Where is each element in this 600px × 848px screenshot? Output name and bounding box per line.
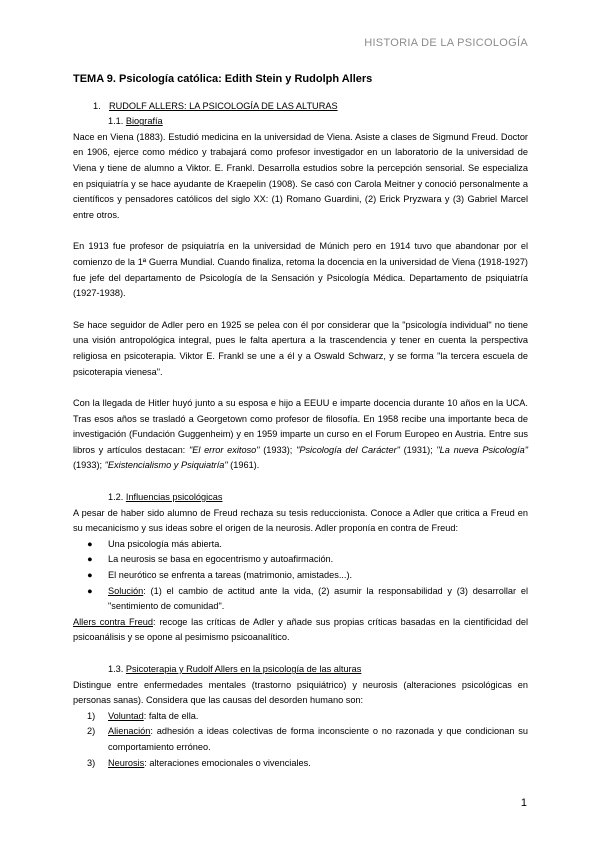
list-item-text: La neurosis se basa en egocentrismo y autoafirmación. — [108, 554, 334, 565]
paragraph-biography-3: Se hace seguidor de Adler pero en 1925 se pelea con él por considerar que la "psicología individual" no tiene una visión antropológica integral, pues le falta apertura a la trascendencia y tener en cuenta la perspectiva religiosa en psicoterapia. Viktor E. Frankl se une a él y a Oswald Schwarz, y se forma "la tercera escuela de psicoterapia vienesa". — [73, 319, 528, 377]
inline-label: Allers contra Freud — [73, 616, 154, 627]
list-item-label: Solución — [108, 585, 144, 596]
paragraph-allers-vs-freud — [73, 615, 528, 646]
book-title: "Psicología del Carácter" — [296, 444, 400, 455]
list-item-label: Neurosis — [108, 757, 145, 768]
list-item-label: Voluntad — [108, 710, 144, 721]
subsection-label: Influencias psicológicas — [125, 492, 223, 503]
paragraph-influences: A pesar de haber sido alumno de Freud rechaza su tesis reduccionista. Conoce a Adler que critica a Freud en su mecanicismo y sus ideas sobre el origen de la neurosis. Adler proponía en contra de Freud: — [73, 507, 528, 534]
text-run: Con la llegada de Hitler huyó junto a su esposa e hijo a EEUU e imparte docencia durante 10 años en la UCA. Tras esos años se trasladó a Georgetown como profesor de filosofía. En 1958 recibe una importante beca de investigación (Fundación Guggenheim) y en 1959 imparte un curso en el Forum Europeo en Austria. Entre sus libros y artículos destacan: — [73, 398, 528, 455]
list-item — [73, 552, 528, 568]
list-number: 2) — [87, 726, 96, 737]
subsection-number: 1.3. — [108, 664, 124, 674]
text-run: (1961). — [227, 460, 260, 471]
subsection-number: 1.2. — [108, 492, 124, 503]
list-item — [73, 756, 528, 772]
bullet-icon: ● — [87, 570, 93, 581]
list-item-text: Una psicología más abierta. — [108, 538, 222, 549]
subsection-label: Psicoterapia y Rudolf Allers en la psicología de las alturas — [125, 664, 362, 674]
section-heading-1 — [93, 99, 528, 115]
list-item — [73, 537, 528, 553]
list-item — [73, 709, 528, 725]
paragraph-biography-4 — [73, 396, 528, 474]
section-number: 1. — [93, 100, 101, 111]
section-label: RUDOLF ALLERS: LA PSICOLOGÍA DE LAS ALTURAS — [109, 100, 338, 111]
paragraph-biography-2: En 1913 fue profesor de psiquiatría en la universidad de Múnich pero en 1914 tuvo que abandonar por el comienzo de la 1ª Guerra Mundial. Cuando finaliza, retoma la docencia en la universidad de Viena (1918-1927) fue jefe del departamento de Psicología de la Sensación y Psicología Médica. Departamento de psiquiatría (1927-1938). — [73, 241, 528, 299]
document-body — [73, 72, 528, 771]
list-item-text: : adhesión a ideas colectivas de forma inconsciente o no razonada y que condicionan su comportamiento erróneo. — [108, 726, 528, 752]
list-item — [73, 568, 528, 584]
book-title: "La nueva Psicología" — [436, 444, 528, 455]
paragraph-biography-1: Nace en Viena (1883). Estudió medicina en la universidad de Viena. Asiste a clases de Sigmund Freud. Doctor en 1906, ejerce como médico y trabajará como profesor investigador en un laboratorio de la universidad de Viena y tiene de alumno a Viktor. E. Frankl. Desarrolla estudios sobre la percepción sensorial. Se especializa en psiquiatría y se hace ayudante de Kraepelin (1908). Se casó con Carola Meitner y conoció personalmente a científicos y pensadores católicos del siglo XX: (1) Romano Guardini, (2) Erick Pryzwara y (3) Gabriel Marcel entre otros. — [73, 131, 528, 220]
bullet-list — [73, 537, 528, 615]
subsection-number: 1.1. — [108, 116, 124, 127]
list-item — [73, 584, 528, 615]
list-item-text: : falta de ella. — [143, 710, 199, 721]
subsection-heading-1-1 — [108, 114, 528, 130]
subsection-label: Biografía — [125, 116, 163, 127]
page-number: 1 — [520, 797, 527, 809]
text-run: (1931); — [399, 444, 437, 455]
bullet-icon: ● — [87, 538, 93, 549]
list-number: 3) — [87, 757, 96, 768]
list-item-label: Alienación — [108, 726, 151, 737]
list-item-text: : (1) el cambio de actitud ante la vida, (2) asumir la responsabilidad y (3) desarrollar el "sentimiento de comunidad". — [108, 585, 528, 612]
list-item-text: : alteraciones emocionales o vivenciales. — [144, 757, 311, 768]
bullet-icon: ● — [87, 585, 93, 596]
text-run: (1933); — [259, 444, 297, 455]
numbered-list — [73, 709, 528, 771]
running-header: HISTORIA DE LA PSICOLOGÍA — [364, 37, 528, 49]
text-run: : recoge las críticas de Adler y añade sus propias críticas basadas en la cientificidad del psicoanálisis y se opone al pesimismo psicoanalítico. — [73, 616, 528, 643]
document-title: TEMA 9. Psicología católica: Edith Stein y Rudolph Allers — [73, 73, 373, 85]
subsection-heading-1-2 — [108, 490, 528, 506]
list-item — [73, 724, 528, 755]
book-title: "Existencialismo y Psiquiatría" — [104, 460, 228, 471]
paragraph-psychotherapy: Distingue entre enfermedades mentales (trastorno psiquiátrico) y neurosis (alteraciones psicológicas en personas sanas). Considera que las causas del desorden humano son: — [73, 679, 528, 706]
list-item-text: El neurótico se enfrenta a tareas (matrimonio, amistades...). — [108, 570, 353, 581]
book-title: "El error exitoso" — [188, 444, 260, 455]
list-number: 1) — [87, 710, 96, 721]
subsection-heading-1-3 — [108, 662, 528, 678]
text-run: (1933); — [73, 460, 105, 471]
bullet-icon: ● — [87, 554, 93, 565]
